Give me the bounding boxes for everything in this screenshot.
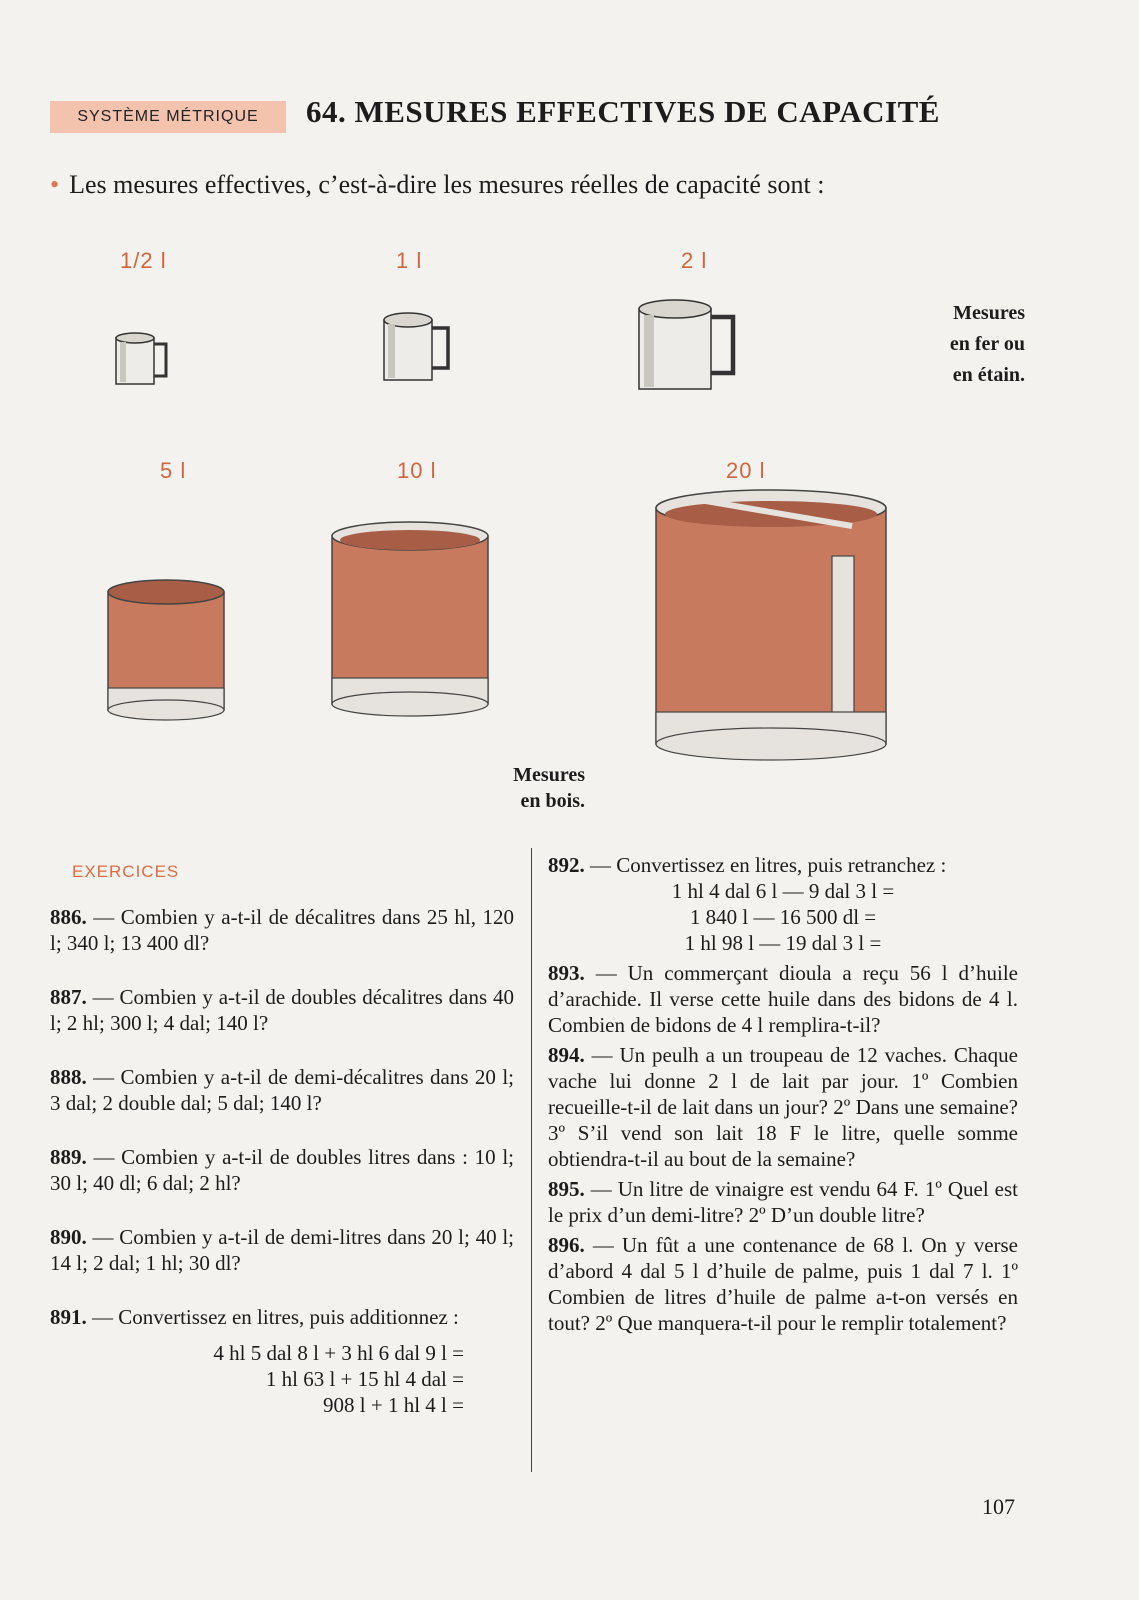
column-divider (531, 848, 532, 1472)
bullet-icon: • (50, 170, 60, 199)
exercise-890: 890. — Combien y a-t-il de demi-litres dans 20 l; 40 l; 14 l; 2 dal; 1 hl; 30 dl? (50, 1225, 514, 1275)
wood-caption: Mesures en bois. (513, 764, 585, 812)
page-title: 64. MESURES EFFECTIVES DE CAPACITÉ (306, 94, 940, 129)
page-number: 107 (982, 1494, 1015, 1519)
exercise-893: 893. — Un commerçant dioula a reçu 56 l d’huile d’arachide. Il verse cette huile dans des bidons de 4 l. Combien de bidons de 4 l remplira-t-il? (548, 961, 1018, 1037)
label-half-litre: 1/2 l (120, 248, 167, 273)
wood-measure-five-litres (104, 578, 230, 726)
exercise-888: 888. — Combien y a-t-il de demi-décalitres dans 20 l; 3 dal; 2 double dal; 5 dal; 140 l? (50, 1065, 514, 1115)
label-one-litre: 1 l (396, 248, 423, 273)
label-five-litres: 5 l (160, 458, 187, 483)
exercise-896: 896. — Un fût a une contenance de 68 l. On y verse d’abord 4 dal 5 l d’huile de palme, puis 1 dal 7 l. 1º Combien de litres d’huile de palme a-t-on versés en tout? 2º Que manquera-t-il pour le remplir totalement? (548, 1233, 1018, 1335)
exercises-left-column (50, 904, 514, 1418)
label-ten-litres: 10 l (397, 458, 437, 483)
label-twenty-litres: 20 l (726, 458, 766, 483)
metal-cup-two-litres (635, 295, 747, 395)
wood-measure-ten-litres (328, 518, 494, 724)
exercises-right-column (548, 852, 1018, 1336)
exercise-891-calculations: 4 hl 5 dal 8 l + 3 hl 6 dal 9 l = 1 hl 63 l + 15 hl 4 dal = 908 l + 1 hl 4 l = (213, 1341, 464, 1417)
exercise-892-calculations: 1 hl 4 dal 6 l — 9 dal 3 l = 1 840 l — 16 500 dl = 1 hl 98 l — 19 dal 3 l = (671, 879, 895, 955)
exercise-887: 887. — Combien y a-t-il de doubles décalitres dans 40 l; 2 hl; 300 l; 4 dal; 140 l? (50, 985, 514, 1035)
intro-paragraph (50, 168, 1026, 202)
intro-text: Les mesures effectives, c’est-à-dire les mesures réelles de capacité sont : (69, 170, 825, 199)
label-two-litres: 2 l (681, 248, 708, 273)
exercise-886: 886. — Combien y a-t-il de décalitres dans 25 hl, 120 l; 340 l; 13 400 dl? (50, 905, 514, 955)
metal-cup-half-litre (112, 328, 176, 392)
exercise-891: 891. — Convertissez en litres, puis additionnez : (50, 1305, 459, 1329)
section-tag: SYSTÈME MÉTRIQUE (50, 101, 286, 133)
exercise-889: 889. — Combien y a-t-il de doubles litres dans : 10 l; 30 l; 40 dl; 6 dal; 2 hl? (50, 1145, 514, 1195)
exercise-894: 894. — Un peulh a un troupeau de 12 vaches. Chaque vache lui donne 2 l de lait par jour. 1º Combien recueille-t-il de lait dans un jour? 2º Dans une semaine? 3º S’il vend son lait 18 F le litre, quelle somme obtiendra-t-il au bout de la semaine? (548, 1043, 1018, 1171)
exercise-892: 892. — Convertissez en litres, puis retranchez : (548, 853, 947, 877)
metal-caption: Mesures en fer ou en étain. (949, 302, 1025, 386)
exercise-895: 895. — Un litre de vinaigre est vendu 64 F. 1º Quel est le prix d’un demi-litre? 2º D’un double litre? (548, 1177, 1018, 1227)
exercises-label: EXERCICES (72, 862, 180, 881)
wood-measure-twenty-litres (652, 486, 890, 766)
metal-cup-one-litre (380, 308, 460, 388)
